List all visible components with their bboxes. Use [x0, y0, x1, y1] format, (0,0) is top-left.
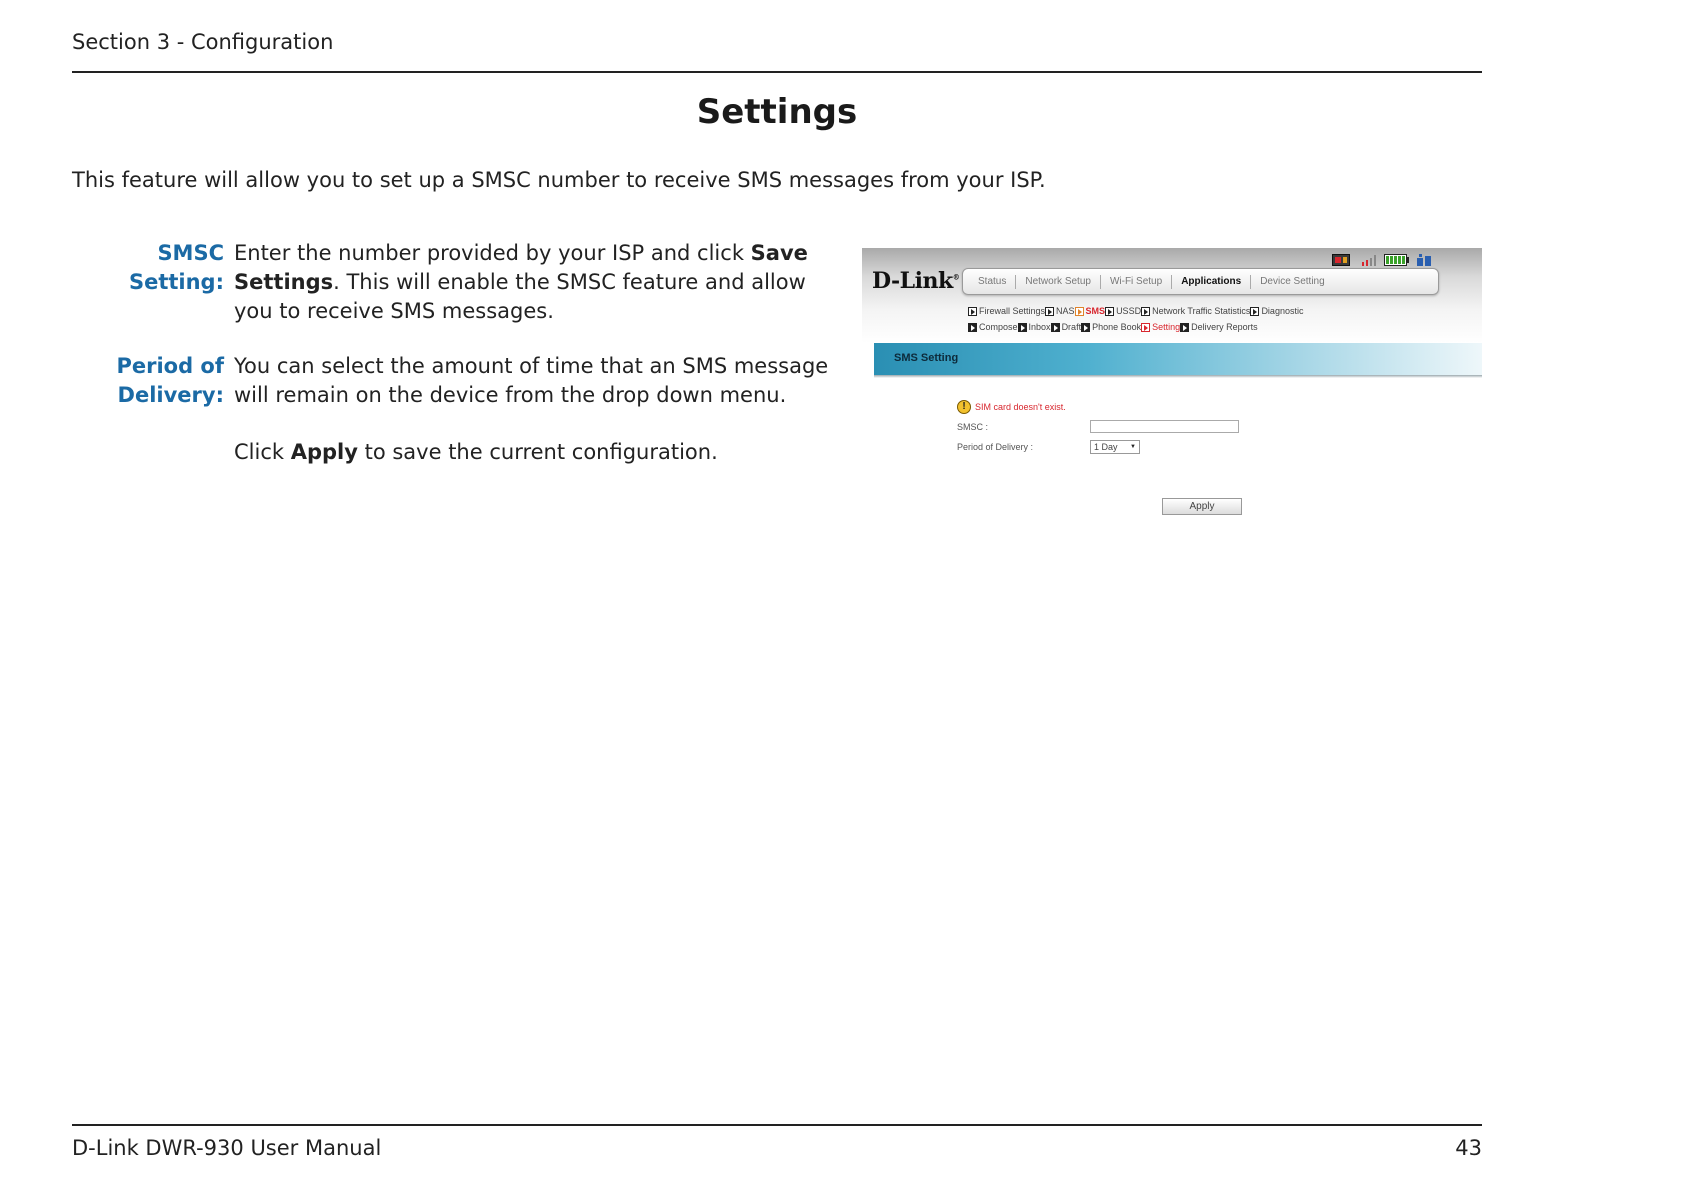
footer-manual-title: D-Link DWR-930 User Manual	[72, 1136, 382, 1160]
arrow-icon	[1081, 323, 1090, 332]
tab-applications[interactable]: Applications	[1172, 275, 1251, 289]
desc-bold: Save Settings	[234, 241, 808, 294]
arrow-icon	[968, 307, 977, 316]
intro-paragraph: This feature will allow you to set up a SMSC number to receive SMS messages from your ISP.	[72, 168, 1046, 192]
page-title: Settings	[696, 92, 858, 132]
apply-note	[234, 438, 834, 467]
term-line: Period of	[116, 354, 224, 378]
subnav-item-inbox[interactable]	[1018, 322, 1051, 332]
sim-icon	[1332, 254, 1350, 266]
period-label: Period of Delivery :	[957, 442, 1034, 452]
subnav-label: Network Traffic Statistics	[1152, 306, 1251, 316]
desc-text: Enter the number provided by your ISP and click	[234, 241, 751, 265]
arrow-icon	[1105, 307, 1114, 316]
subnav-label: Setting	[1152, 322, 1181, 332]
subnav-item-ussd[interactable]	[1105, 306, 1141, 316]
section-title-bar	[874, 343, 1482, 375]
term-smsc-setting: SMSC Setting:	[128, 241, 224, 294]
desc-period-of-delivery: You can select the amount of time that an SMS message will remain on the device from the drop down menu.	[234, 354, 829, 407]
dlink-logo: D-Link®	[872, 268, 960, 294]
subnav-label: SMS	[1085, 306, 1106, 316]
subnav-item-draft[interactable]	[1051, 322, 1082, 332]
subnav-label: Phone Book	[1092, 322, 1142, 332]
period-of-delivery-select[interactable]	[1090, 440, 1140, 454]
battery-icon	[1384, 254, 1410, 266]
smsc-input[interactable]	[1090, 420, 1239, 433]
subnav-item-firewall[interactable]	[968, 306, 1045, 316]
section-title: SMS Setting	[894, 352, 959, 364]
subnav-item-sms[interactable]	[1075, 306, 1106, 316]
main-nav	[962, 268, 1439, 295]
router-screenshot	[862, 248, 1482, 528]
section-header: Section 3 - Configuration	[72, 30, 334, 54]
term-period-of-delivery	[72, 352, 224, 410]
footer-rule	[72, 1124, 1482, 1126]
arrow-icon	[968, 323, 977, 332]
smsc-label: SMSC :	[957, 422, 989, 432]
apply-button[interactable]: Apply	[1162, 498, 1242, 515]
arrow-icon	[1051, 323, 1060, 332]
arrow-icon	[1250, 307, 1259, 316]
subnav-label: Compose	[979, 322, 1018, 332]
signal-icon	[1360, 254, 1378, 266]
subnav-applications	[968, 306, 1303, 316]
subnav-label: Inbox	[1028, 322, 1051, 332]
subnav-item-compose[interactable]	[968, 322, 1018, 332]
sim-warning	[957, 400, 1066, 414]
subnav-label: NAS	[1056, 306, 1075, 316]
subnav-item-diagnostic[interactable]	[1250, 306, 1303, 316]
tab-device-setting[interactable]: Device Setting	[1260, 275, 1325, 287]
desc-text: . This will enable the SMSC feature and allow you to receive SMS messages.	[234, 270, 806, 323]
term-line: Delivery:	[117, 383, 224, 407]
subnav-label: Diagnostic	[1261, 306, 1304, 316]
arrow-icon	[1045, 307, 1054, 316]
note-bold: Apply	[290, 440, 358, 464]
subnav-item-delivery-reports[interactable]	[1180, 322, 1258, 332]
subnav-label: USSD	[1116, 306, 1142, 316]
arrow-icon	[1141, 323, 1150, 332]
tab-status[interactable]: Status	[969, 275, 1016, 289]
page-number: 43	[1455, 1136, 1482, 1160]
warning-icon: !	[957, 400, 971, 414]
logo-text: D-Link	[872, 268, 953, 294]
note-text: to save the current configuration.	[357, 440, 718, 464]
arrow-icon	[1141, 307, 1150, 316]
warning-text: SIM card doesn't exist.	[975, 402, 1066, 412]
subnav-item-nas[interactable]	[1045, 306, 1075, 316]
note-text: Click	[234, 440, 291, 464]
subnav-item-phone-book[interactable]	[1081, 322, 1141, 332]
tab-network-setup[interactable]: Network Setup	[1016, 275, 1101, 289]
arrow-icon	[1018, 323, 1027, 332]
subnav-item-traffic[interactable]	[1141, 306, 1250, 316]
section-shadow	[874, 375, 1482, 378]
subnav-sms	[968, 322, 1258, 332]
subnav-label: Delivery Reports	[1191, 322, 1258, 332]
subnav-label: Draft	[1061, 322, 1082, 332]
arrow-icon	[1180, 323, 1189, 332]
desc-smsc-setting	[234, 239, 834, 326]
subnav-label: Firewall Settings	[979, 306, 1046, 316]
header-rule	[72, 71, 1482, 73]
arrow-icon	[1075, 307, 1084, 316]
period-value: 1 Day	[1094, 442, 1118, 452]
subnav-item-setting[interactable]	[1141, 322, 1180, 332]
dropdown-arrow-icon: ▼	[1130, 444, 1136, 450]
network-icon	[1416, 254, 1434, 266]
tab-wifi-setup[interactable]: Wi-Fi Setup	[1101, 275, 1172, 289]
